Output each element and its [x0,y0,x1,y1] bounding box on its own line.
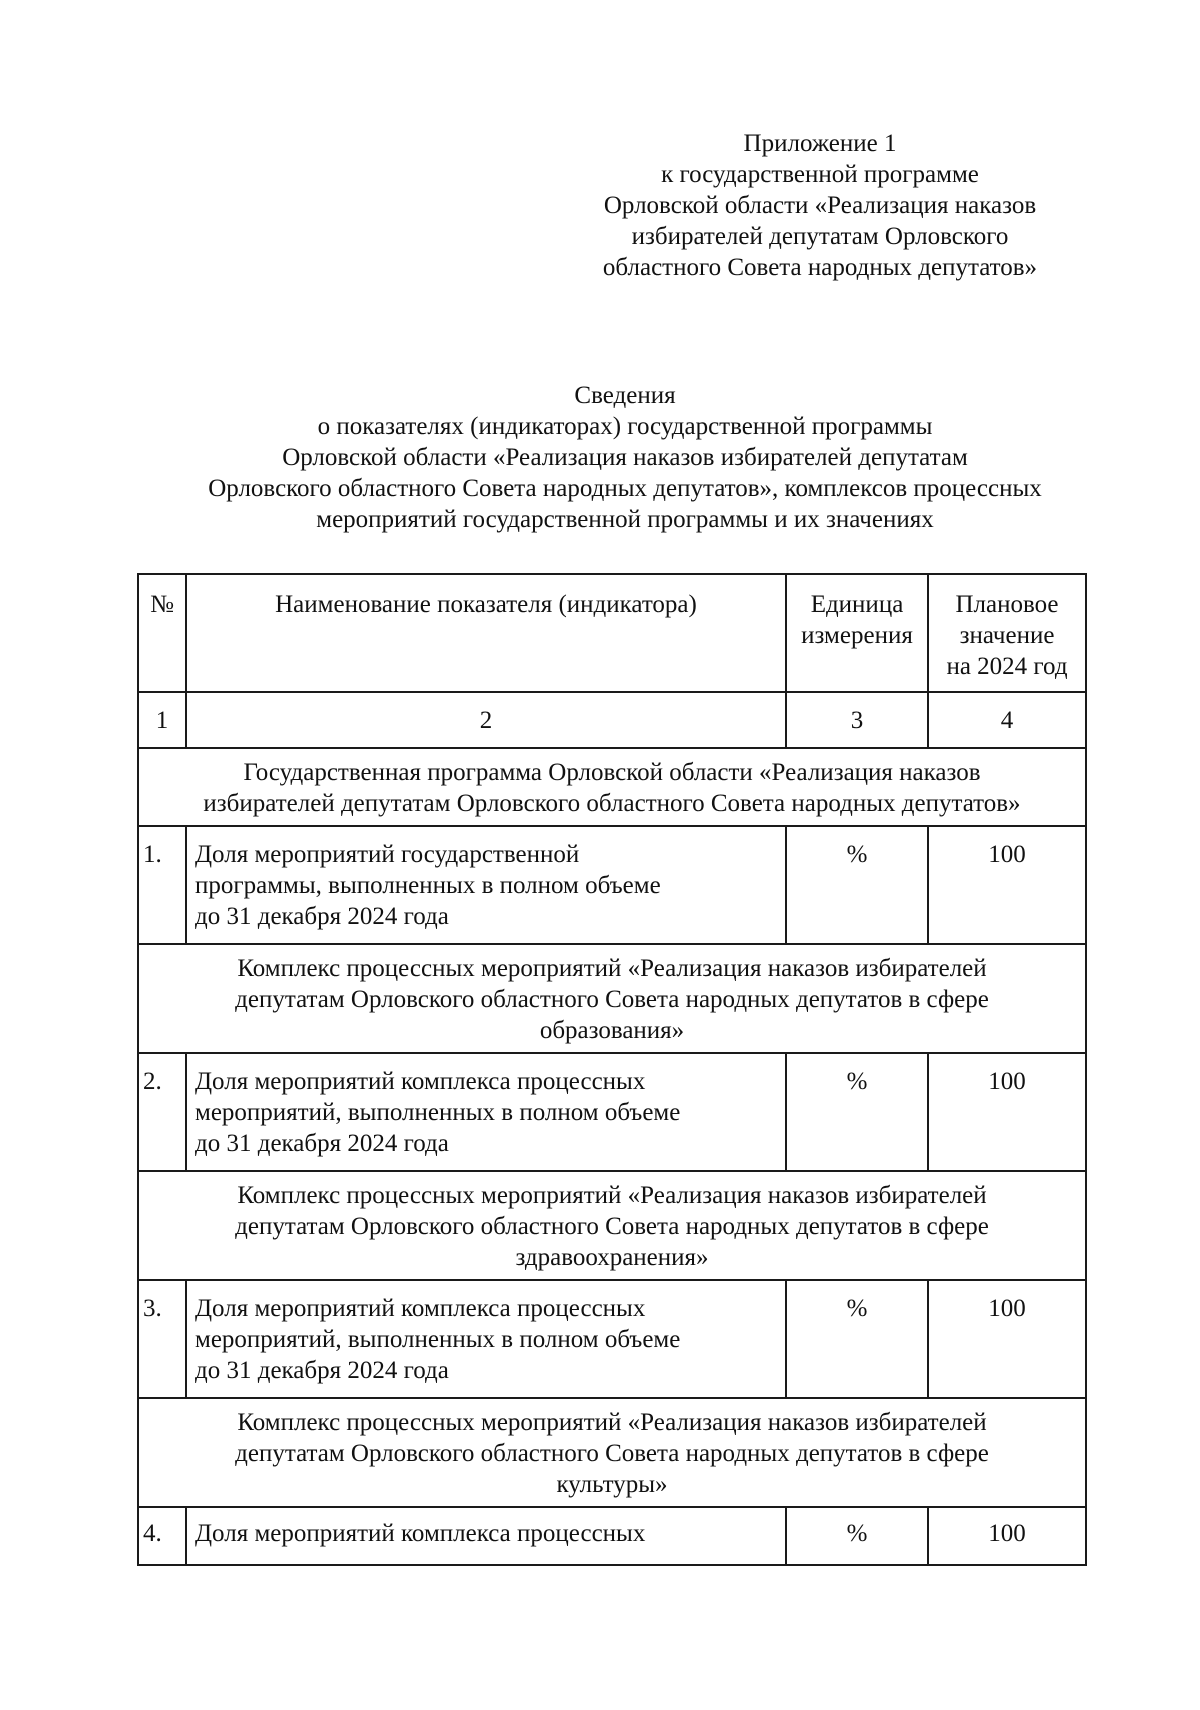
indicator-name: Доля мероприятий комплекса процессных мероприятий, выполненных в полном объеме до 31 декабря 2024 года [186,1280,786,1398]
section-row [138,1398,1086,1507]
plan-value-cell: 100 [928,826,1086,944]
appendix-line: областного Совета народных депутатов» [602,254,1038,281]
table-row [138,1280,1086,1398]
appendix-block [560,128,1080,283]
unit-cell: % [786,826,928,944]
table-row [138,1053,1086,1171]
header-plan: Плановое значение на 2024 год [928,574,1086,692]
plan-value-cell: 100 [928,1507,1086,1565]
heading-line: Сведения [574,382,676,409]
row-number: 2. [138,1053,186,1171]
row-number: 3. [138,1280,186,1398]
header-unit: Единица измерения [786,574,928,692]
section-row [138,944,1086,1053]
section-title: Государственная программа Орловской области «Реализация наказов избирателей депутатам Орловского областного Совета народных депутатов» [138,748,1086,826]
document-heading [110,380,1140,535]
table-row [138,826,1086,944]
row-number: 4. [138,1507,186,1565]
indicator-name: Доля мероприятий комплекса процессных [186,1507,786,1565]
column-number: 1 [138,692,186,748]
section-title: Комплекс процессных мероприятий «Реализация наказов избирателей депутатам Орловского областного Совета народных депутатов в сфере здравоохранения» [138,1171,1086,1280]
appendix-line: Приложение 1 [743,130,897,157]
heading-line: Орловской области «Реализация наказов избирателей депутатам [282,444,968,471]
section-row [138,748,1086,826]
table-row [138,1507,1086,1565]
header-num: № [138,574,186,692]
appendix-line: к государственной программе [661,161,979,188]
table-header-row [138,574,1086,692]
indicators-table [137,573,1087,1566]
section-title: Комплекс процессных мероприятий «Реализация наказов избирателей депутатам Орловского областного Совета народных депутатов в сфере образования» [138,944,1086,1053]
column-number-row [138,692,1086,748]
heading-line: Орловского областного Совета народных депутатов», комплексов процессных [208,475,1042,502]
unit-cell: % [786,1280,928,1398]
plan-value-cell: 100 [928,1053,1086,1171]
heading-line: о показателях (индикаторах) государственной программы [317,413,933,440]
indicator-name: Доля мероприятий государственной программы, выполненных в полном объеме до 31 декабря 2024 года [186,826,786,944]
heading-line: мероприятий государственной программы и их значениях [316,506,934,533]
column-number: 4 [928,692,1086,748]
section-title: Комплекс процессных мероприятий «Реализация наказов избирателей депутатам Орловского областного Совета народных депутатов в сфере культуры» [138,1398,1086,1507]
column-number: 2 [186,692,786,748]
section-row [138,1171,1086,1280]
header-name: Наименование показателя (индикатора) [186,574,786,692]
appendix-line: избирателей депутатам Орловского [631,223,1009,250]
appendix-line: Орловской области «Реализация наказов [603,192,1037,219]
indicator-name: Доля мероприятий комплекса процессных мероприятий, выполненных в полном объеме до 31 декабря 2024 года [186,1053,786,1171]
unit-cell: % [786,1053,928,1171]
plan-value-cell: 100 [928,1280,1086,1398]
row-number: 1. [138,826,186,944]
unit-cell: % [786,1507,928,1565]
column-number: 3 [786,692,928,748]
